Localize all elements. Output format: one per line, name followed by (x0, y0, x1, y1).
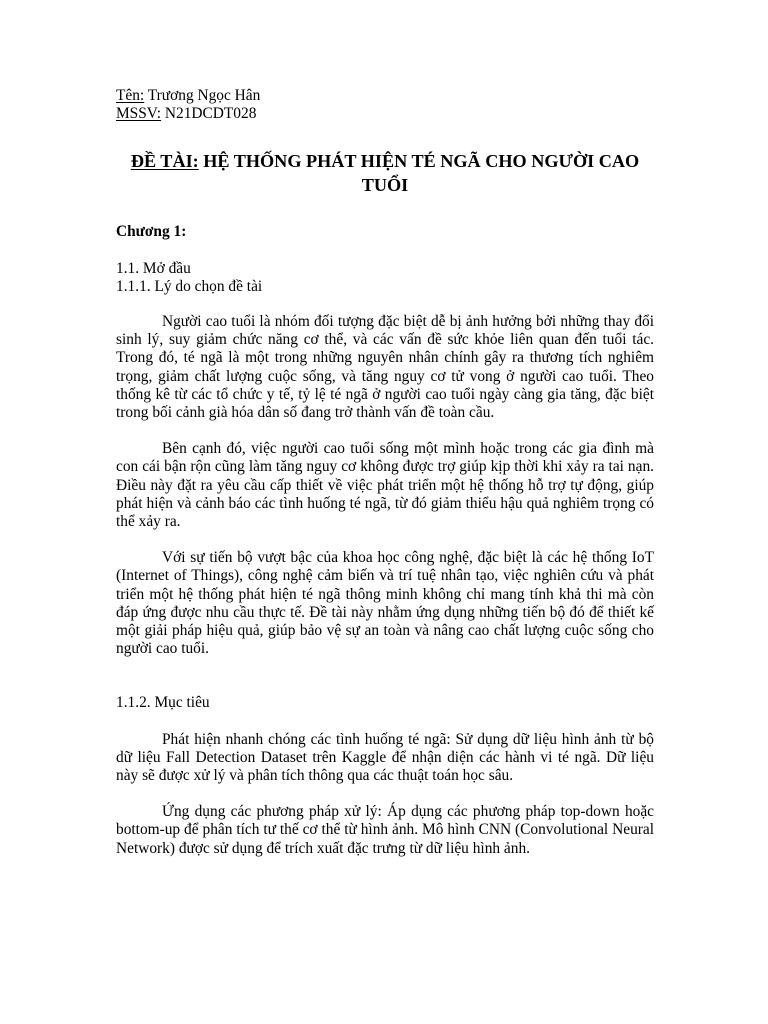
paragraph-reason-3: Với sự tiến bộ vượt bậc của khoa học công nghệ, đặc biệt là các hệ thống IoT (Internet of Things), công nghệ cảm biến và trí tuệ nhân tạo, việc nghiên cứu và phát triển một hệ thống phát hiện té ngã thông minh không chỉ mang tính khả thi mà còn đáp ứng được nhu cầu thực tế. Đề tài này nhằm ứng dụng những tiến bộ đó để thiết kế một giải pháp hiệu quả, giúp bảo vệ sự an toàn và nâng cao chất lượng cuộc sống cho người cao tuổi. (116, 549, 654, 658)
student-id-label: MSSV: (116, 105, 162, 123)
paragraph-objective-1: Phát hiện nhanh chóng các tình huống té ngã: Sử dụng dữ liệu hình ảnh từ bộ dữ liệu Fall Detection Dataset trên Kaggle để nhận diện các hành vi té ngã. Dữ liệu này sẽ được xử lý và phân tích thông qua các thuật toán học sâu. (116, 730, 654, 785)
student-name-line (116, 87, 654, 105)
paragraph-reason-2: Bên cạnh đó, việc người cao tuổi sống một mình hoặc trong các gia đình mà con cái bận rộn cũng làm tăng nguy cơ không được trợ giúp kịp thời khi xảy ra tai nạn. Điều này đặt ra yêu cầu cấp thiết về việc phát triển một hệ thống hỗ trợ tự động, giúp phát hiện và cảnh báo các tình huống té ngã, từ đó giảm thiểu hậu quả nghiêm trọng có thể xảy ra. (116, 440, 654, 531)
paragraph-reason-1: Người cao tuổi là nhóm đối tượng đặc biệt dễ bị ảnh hưởng bởi những thay đổi sinh lý, suy giảm chức năng cơ thể, và các vấn đề sức khỏe liên quan đến tuổi tác. Trong đó, té ngã là một trong những nguyên nhân chính gây ra thương tích nghiêm trọng, giảm chất lượng cuộc sống, và tăng nguy cơ tử vong ở người cao tuổi. Theo thống kê từ các tổ chức y tế, tỷ lệ té ngã ở người cao tuổi ngày càng gia tăng, đặc biệt trong bối cảnh già hóa dân số đang trở thành vấn đề toàn cầu. (116, 313, 654, 422)
title-text: HỆ THỐNG PHÁT HIỆN TÉ NGÃ CHO NGƯỜI CAO TUỔI (198, 151, 640, 196)
section-heading-1-1-1: 1.1.1. Lý do chọn đề tài (116, 277, 263, 295)
student-name: Trương Ngọc Hân (144, 87, 261, 104)
section-heading-1-1: 1.1. Mở đầu (116, 259, 191, 277)
student-id-line (116, 105, 654, 123)
section-heading-1-1-2: 1.1.2. Mục tiêu (116, 694, 210, 712)
paragraph-objective-2: Ứng dụng các phương pháp xử lý: Áp dụng các phương pháp top-down hoặc bottom-up để phân tích tư thế cơ thể từ hình ảnh. Mô hình CNN (Convolutional Neural Network) được sử dụng để trích xuất đặc trưng từ dữ liệu hình ảnh. (116, 803, 654, 857)
title-label: ĐỀ TÀI: (130, 151, 199, 172)
name-label: Tên: (116, 87, 145, 104)
chapter-heading: Chương 1: (116, 223, 187, 241)
student-id: N21DCDT028 (161, 105, 257, 123)
thesis-title (116, 149, 654, 197)
document-page (116, 87, 654, 858)
